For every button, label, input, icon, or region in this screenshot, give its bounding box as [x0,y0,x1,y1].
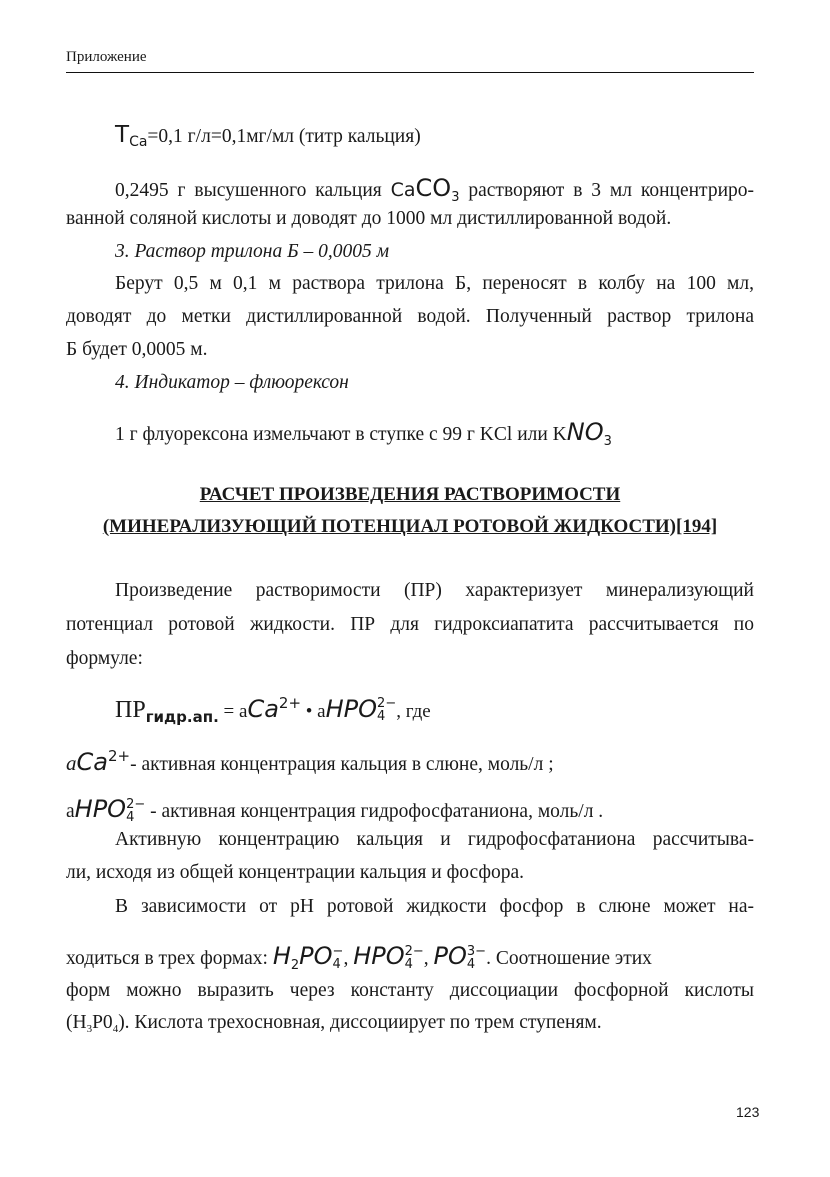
pr-ca: Ca [247,695,279,723]
p3-line-2 [66,944,754,973]
def2-sup: 2− [126,796,146,812]
p3-f1-sub: 4 [332,956,341,972]
p3-h-sub: 2 [290,958,300,973]
page-number: 123 [736,1104,760,1120]
p3-f1-sup: − [332,943,344,959]
p3-intro: ходиться в трех формах: [66,948,273,969]
def2-text: - активная концентрация гидрофосфатаниона, моль/л . [145,801,604,822]
def1-a: a [66,751,77,775]
titr-line [115,122,754,150]
p3-comma-2: , [423,948,434,969]
pr-ca-sup: 2+ [278,694,302,712]
pr-hpo-sup: 2− [377,696,397,712]
pr-sub: гидр.ап. [145,708,219,726]
p2-line-1: Активную концентрацию кальция и гидрофосфатаниона рассчитыва- [115,829,754,850]
trilon-line-2: доводят до метки дистиллированной водой. Полученный раствор трилона [66,306,754,327]
p3-f3-sub: 4 [466,956,476,972]
def2-hpo: HPO [74,795,127,823]
trilon-line-3: Б будет 0,0005 м. [66,339,208,360]
p1-line-2: потенциал ротовой жидкости. ПР для гидроксиапатита рассчитывается по [66,614,754,635]
pr-where: , где [396,701,431,722]
def2-line [66,797,754,826]
pr-symbol: ПР [115,697,146,723]
p3-line-4 [66,1013,754,1033]
p3-line-3: форм можно выразить через константу диссоциации фосфорной кислоты [66,980,754,1001]
p3-acid-sub3: 3 [86,1023,93,1035]
p3-f2-indices [405,945,424,971]
p3-f3: PO [433,942,467,970]
caco3-co: CO [415,174,452,202]
pr-dot: • a [301,701,326,722]
def1-ca: Ca [76,748,108,776]
pr-hpo-indices [377,697,396,723]
section-heading-line-2: (МИНЕРАЛИЗУЮЩИЙ ПОТЕНЦИАЛ РОТОВОЙ ЖИДКОСТИ)[194] [102,516,718,537]
def1-sup: 2+ [107,747,131,765]
p3-f2-sub: 4 [404,956,413,972]
p3-f3-sup: 3− [466,943,487,959]
p3-f3-indices [467,945,486,971]
pr-hpo: HPO [325,695,378,723]
trilon-line-1: Берут 0,5 м 0,1 м раствора трилона Б, переносят в колбу на 100 мл, [115,273,754,294]
caco3-ca: Ca [390,179,416,201]
p3-acid-p: P0 [92,1012,113,1033]
p3-line-1: В зависимости от pH ротовой жидкости фосфор в слюне может на- [115,896,754,917]
def2-sub: 4 [126,809,135,825]
section-heading-line-1: РАСЧЕТ ПРОИЗВЕДЕНИЯ РАСТВОРИМОСТИ [199,484,621,505]
def1-text: - активная концентрация кальция в слюне, моль/л ; [130,754,554,775]
def2-a: a [66,801,75,822]
fluor-text: 1 г флуорексона измельчают в ступке с 99 г KCl или K [115,424,567,445]
p3-comma-1: , [343,948,354,969]
titr-symbol: Т [115,122,130,148]
caco3-line-1 [115,174,754,205]
header-rule [66,72,754,73]
p3-end: . Соотношение этих [486,948,652,969]
caco3-line-2: ванной соляной кислоты и доводят до 1000 мл дистиллированной водой. [66,208,672,229]
p3-f2: HPO [353,942,405,970]
pr-eq: = a [218,701,248,722]
fluor-sub: 3 [603,434,612,449]
fluor-line [115,418,754,449]
p3-acid-sub4: 4 [112,1023,119,1035]
p3-po: PO [299,942,333,970]
titr-sub: Ca [129,134,148,150]
p2-line-2: ли, исходя из общей концентрации кальция и фосфора. [66,862,525,883]
pr-hpo-sub: 4 [377,709,386,725]
p3-f1-indices [333,945,344,971]
item-4-title: 4. Индикатор – флюорексон [115,372,349,393]
p3-acid-rest: ). Кислота трехосновная, диссоциирует по трем ступеням. [118,1012,602,1033]
pr-formula [115,694,754,726]
caco3-text-b: растворяют в 3 мл концентриро- [459,180,754,201]
titr-text: =0,1 г/л=0,1мг/мл (титр кальция) [147,126,421,147]
def1-line [66,747,754,776]
p3-f2-sup: 2− [404,943,424,959]
caco3-sub: 3 [451,190,460,205]
running-header: Приложение [66,49,147,65]
p1-line-1: Произведение растворимости (ПР) характеризует минерализующий [115,580,754,601]
def2-indices [126,798,145,824]
item-3-title: 3. Раствор трилона Б – 0,0005 м [115,241,390,262]
p3-acid-open: (H [66,1012,87,1033]
fluor-no: NO [566,418,604,446]
caco3-text-a: 0,2495 г высушенного кальция [115,180,391,201]
p1-line-3: формуле: [66,648,143,669]
p3-h: H [272,942,291,970]
